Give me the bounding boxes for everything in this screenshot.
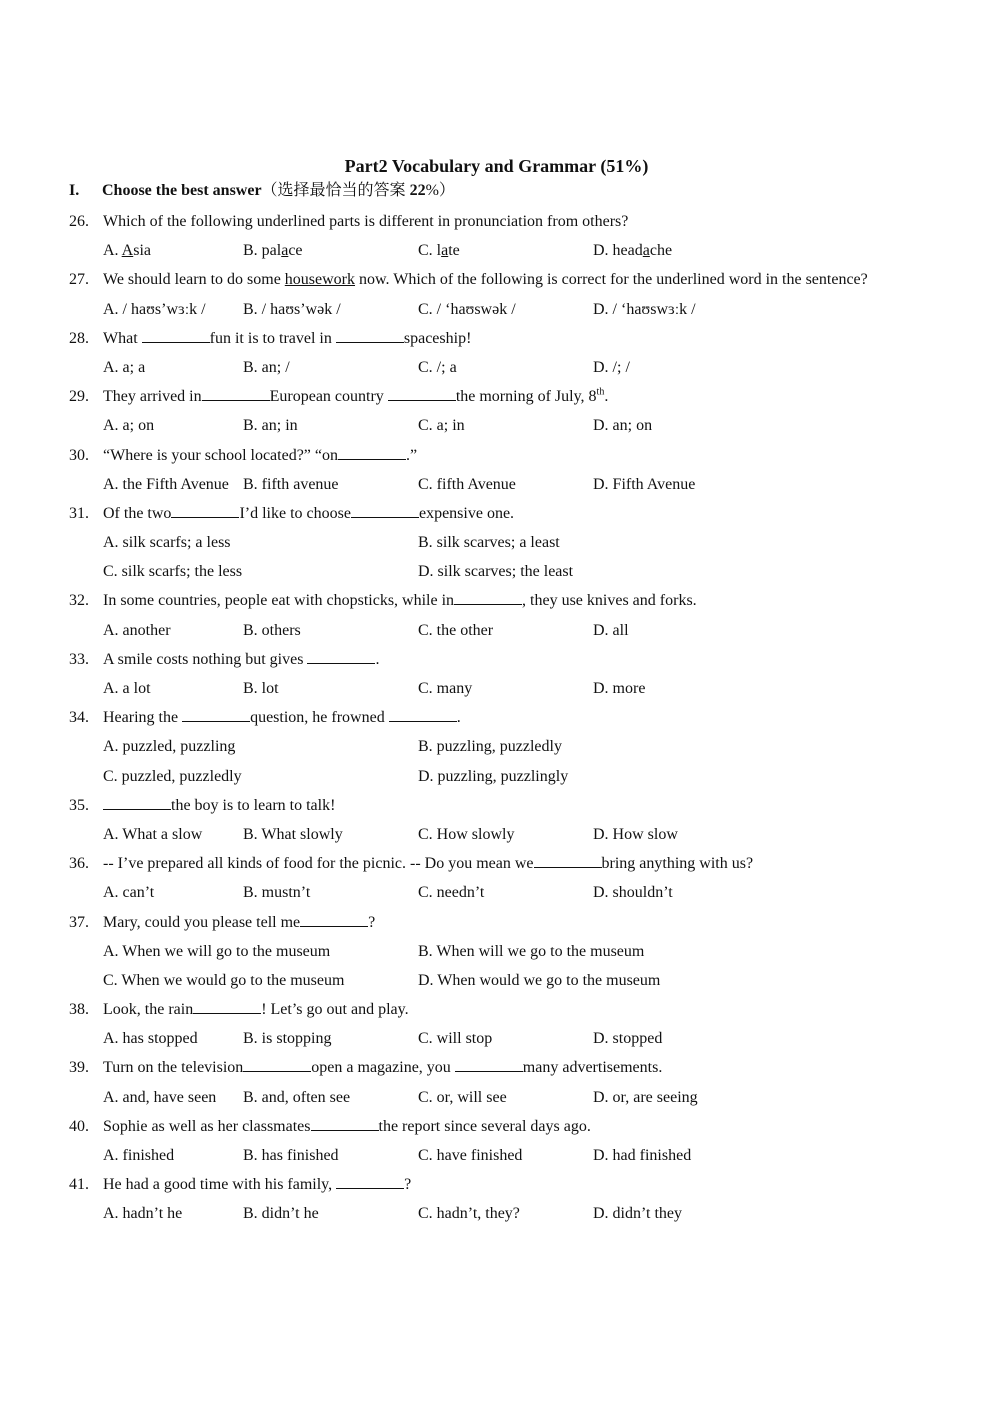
question-number: 41. [69, 1176, 89, 1194]
option-c[interactable]: C. /; a [418, 358, 457, 376]
option-a[interactable]: A. finished [103, 1147, 175, 1164]
question-text [103, 586, 697, 615]
option-b[interactable]: B. lot [243, 680, 279, 697]
question-number: 31. [69, 504, 89, 522]
question-40-stem [69, 1112, 969, 1141]
option-d[interactable]: D. /; / [593, 358, 630, 376]
option-c[interactable]: C. will stop [418, 1030, 493, 1048]
section-score-note [262, 182, 455, 199]
option-d[interactable]: D. Fifth Avenue [593, 475, 696, 493]
answer-blank[interactable] [338, 445, 406, 460]
answer-blank[interactable] [307, 649, 375, 664]
question-41-stem [69, 1170, 969, 1199]
section-instruction: Choose the best answer [102, 182, 262, 199]
question-text [103, 703, 461, 732]
ordinal-suffix: th [596, 386, 605, 398]
option-d[interactable]: D. had finished [593, 1147, 692, 1164]
option-d[interactable] [593, 236, 672, 265]
option-a[interactable]: A. hadn’t he [103, 1205, 183, 1223]
option-c[interactable]: C. have finished [418, 1147, 523, 1164]
question-40-options [69, 1141, 969, 1170]
stem-part: A smile costs nothing but gives [103, 650, 308, 668]
option-c[interactable]: C. a; in [418, 417, 465, 435]
option-c[interactable]: C. needn’t [418, 884, 485, 902]
score-value: 22 [409, 182, 426, 199]
question-37-options-2 [69, 966, 969, 995]
option-c[interactable]: C. many [418, 680, 473, 697]
stem-part: fun it is to travel in [209, 329, 336, 347]
question-37-stem [69, 908, 969, 937]
stem-part: . [604, 388, 609, 406]
answer-blank[interactable] [311, 1116, 379, 1131]
score-note-prefix: （选择最恰当的答案 [261, 182, 410, 199]
question-text [103, 265, 868, 294]
option-b[interactable]: B. mustn’t [243, 884, 311, 902]
stem-part: open a magazine, you [311, 1059, 455, 1077]
option-b[interactable]: B. has finished [243, 1147, 339, 1164]
option-a[interactable]: A. and, have seen [103, 1088, 217, 1106]
page-title: Part2 Vocabulary and Grammar (51%) [344, 156, 649, 176]
stem-part: Mary, could you please tell me [103, 913, 301, 931]
option-b[interactable]: B. an; / [243, 358, 290, 376]
stem-part: question, he frowned [250, 709, 389, 727]
question-number: 36. [69, 855, 89, 873]
answer-blank[interactable] [103, 795, 171, 810]
option-b[interactable]: B. When will we go to the museum [418, 942, 645, 960]
answer-blank[interactable] [389, 707, 457, 722]
option-c[interactable]: C. / ‘haʊswək / [418, 300, 516, 318]
option-d[interactable]: D. all [593, 621, 629, 639]
question-number: 26. [69, 213, 89, 230]
option-c[interactable]: C. How slowly [418, 825, 515, 843]
question-35-options [69, 820, 969, 849]
option-a[interactable]: A. puzzled, puzzling [103, 738, 236, 756]
question-30-stem [69, 441, 969, 470]
question-30-options [69, 470, 969, 499]
question-38-stem [69, 995, 969, 1024]
stem-part: bring anything with us? [601, 855, 754, 873]
stem-part: ? [404, 1176, 412, 1194]
stem-part: They arrived in [103, 388, 202, 406]
option-c[interactable] [418, 236, 460, 265]
stem-part: “Where is your school located?” “on [103, 446, 339, 464]
question-number: 40. [69, 1117, 89, 1135]
question-text [103, 849, 753, 878]
option-text: A. [103, 242, 122, 260]
question-41-options [69, 1199, 969, 1228]
option-b[interactable]: B. fifth avenue [243, 475, 339, 493]
option-a[interactable]: A. a lot [103, 680, 151, 697]
answer-blank[interactable] [142, 328, 210, 343]
question-text [103, 645, 379, 674]
option-c[interactable]: C. fifth Avenue [418, 475, 516, 493]
question-number: 35. [69, 796, 89, 814]
option-d[interactable]: D. shouldn’t [593, 884, 673, 902]
question-text [103, 1112, 591, 1141]
option-a[interactable]: A. the Fifth Avenue [103, 475, 229, 493]
question-text [103, 382, 608, 411]
question-28-options [69, 353, 969, 382]
option-d[interactable]: D. stopped [593, 1030, 663, 1048]
option-d[interactable]: D. silk scarves; the least [418, 563, 574, 581]
question-33-options [69, 674, 969, 703]
stem-part: In some countries, people eat with chopsticks, while in [103, 592, 455, 610]
answer-blank[interactable] [454, 590, 522, 605]
stem-part: European country [269, 388, 388, 406]
option-d[interactable]: D. / ‘haʊswɜːk / [593, 300, 696, 318]
answer-blank[interactable] [336, 1174, 404, 1189]
question-26-options [69, 236, 969, 265]
question-number: 32. [69, 592, 89, 610]
stem-part: .” [406, 446, 418, 464]
option-a[interactable]: A. has stopped [103, 1030, 198, 1048]
answer-blank[interactable] [534, 853, 602, 868]
stem-part: Sophie as well as her classmates [103, 1117, 311, 1135]
option-d[interactable]: D. puzzling, puzzlingly [418, 767, 569, 785]
option-text: ce [288, 242, 303, 260]
stem-part: He had a good time with his family, [103, 1176, 337, 1194]
question-31-options-1 [69, 528, 969, 557]
option-a[interactable]: A. can’t [103, 884, 155, 902]
option-a[interactable]: A. When we will go to the museum [103, 942, 331, 960]
option-c[interactable]: C. the other [418, 621, 494, 639]
option-b[interactable]: B. others [243, 621, 301, 639]
option-b[interactable]: B. What slowly [243, 825, 343, 843]
question-number: 38. [69, 1001, 89, 1019]
stem-part: ! Let’s go out and play. [261, 1001, 409, 1019]
question-32-options [69, 616, 969, 645]
option-d[interactable]: D. When would we go to the museum [418, 971, 661, 989]
stem-part: What [103, 329, 142, 347]
question-number: 33. [69, 650, 89, 668]
underlined-letter: a [642, 242, 650, 260]
stem-part: ? [368, 913, 376, 931]
stem-part: the boy is to learn to talk! [171, 796, 336, 814]
question-34-stem [69, 703, 969, 732]
option-c[interactable]: C. or, will see [418, 1088, 507, 1106]
stem-part: I’d like to choose [239, 504, 351, 522]
question-text [103, 324, 471, 353]
option-c[interactable]: C. puzzled, puzzledly [103, 767, 242, 785]
option-text: che [649, 242, 673, 260]
question-text [103, 441, 417, 470]
question-38-options [69, 1024, 969, 1053]
answer-blank[interactable] [351, 503, 419, 518]
option-d[interactable]: D. didn’t they [593, 1205, 683, 1223]
option-b[interactable]: B. an; in [243, 417, 298, 435]
option-b[interactable]: B. silk scarves; a least [418, 534, 560, 552]
stem-part: Of the two [103, 504, 172, 522]
option-text: D. head [593, 242, 643, 260]
option-text: C. l [418, 242, 442, 260]
question-text [103, 791, 335, 820]
question-31-stem [69, 499, 969, 528]
stem-part: the report since several days ago. [378, 1117, 591, 1135]
question-text [103, 499, 514, 528]
stem-part: spaceship! [403, 329, 472, 347]
option-d[interactable]: D. or, are seeing [593, 1088, 698, 1106]
option-text: B. pal [243, 242, 282, 260]
question-39-options [69, 1083, 969, 1112]
question-text [103, 908, 375, 937]
stem-part: , they use knives and forks. [522, 592, 697, 610]
option-a[interactable]: A. What a slow [103, 825, 203, 843]
option-a[interactable]: A. / haʊs’wɜːk / [103, 300, 206, 318]
option-b[interactable]: B. puzzling, puzzledly [418, 738, 562, 756]
question-37-options-1 [69, 937, 969, 966]
answer-blank[interactable] [182, 707, 250, 722]
underlined-letter: A [121, 242, 134, 260]
question-text [103, 995, 409, 1024]
question-26-stem [69, 207, 969, 236]
option-text: te [448, 242, 460, 260]
question-list [69, 207, 969, 1229]
section-number: I. [69, 182, 80, 199]
answer-blank[interactable] [171, 503, 239, 518]
question-39-stem [69, 1053, 969, 1082]
option-c[interactable]: C. When we would go to the museum [103, 971, 345, 989]
underlined-letter: a [441, 242, 449, 260]
option-d[interactable]: D. How slow [593, 825, 678, 843]
option-a[interactable]: A. another [103, 621, 171, 639]
answer-blank[interactable] [336, 328, 404, 343]
question-28-stem [69, 324, 969, 353]
stem-part: . [456, 709, 461, 727]
option-a[interactable]: A. a; on [103, 417, 155, 435]
question-34-options-1 [69, 732, 969, 761]
score-note-suffix: %） [425, 182, 455, 199]
stem-part: Look, the rain [103, 1001, 194, 1019]
question-27-options [69, 295, 969, 324]
option-b[interactable]: B. / haʊs’wək / [243, 300, 341, 318]
question-text: Which of the following underlined parts is different in pronunciation from others? [103, 213, 629, 230]
question-29-options [69, 411, 969, 440]
question-number: 30. [69, 446, 89, 464]
question-text [103, 1170, 411, 1199]
question-32-stem [69, 586, 969, 615]
question-36-options [69, 878, 969, 907]
option-a[interactable] [103, 236, 151, 265]
question-number: 28. [69, 329, 89, 347]
question-34-options-2 [69, 762, 969, 791]
question-number: 29. [69, 388, 89, 406]
underlined-word: housework [284, 271, 356, 289]
stem-part: Turn on the television [103, 1059, 244, 1077]
option-d[interactable]: D. an; on [593, 417, 653, 435]
question-number: 27. [69, 271, 89, 289]
section-heading [69, 180, 455, 202]
answer-blank[interactable] [455, 1057, 523, 1072]
stem-part: now. Which of the following is correct for the underlined word in the sentence? [355, 271, 868, 289]
option-a[interactable]: A. silk scarfs; a less [103, 534, 231, 552]
stem-part: the morning of July, 8 [455, 388, 597, 406]
stem-part: many advertisements. [522, 1059, 663, 1077]
option-text: sia [133, 242, 152, 260]
question-33-stem [69, 645, 969, 674]
underlined-letter: a [281, 242, 289, 260]
answer-blank[interactable] [388, 386, 456, 401]
option-b[interactable]: B. didn’t he [243, 1205, 319, 1223]
question-31-options-2 [69, 557, 969, 586]
question-35-stem [69, 791, 969, 820]
question-number: 37. [69, 913, 89, 931]
answer-blank[interactable] [193, 999, 261, 1014]
question-number: 34. [69, 709, 89, 727]
option-c[interactable]: C. hadn’t, they? [418, 1205, 520, 1223]
answer-blank[interactable] [202, 386, 270, 401]
option-d[interactable]: D. more [593, 680, 646, 697]
option-b[interactable]: B. and, often see [243, 1088, 351, 1106]
option-a[interactable]: A. a; a [103, 358, 146, 376]
question-text [103, 1053, 662, 1082]
option-c[interactable]: C. silk scarfs; the less [103, 563, 243, 581]
option-b[interactable] [243, 236, 303, 265]
question-29-stem [69, 382, 969, 411]
stem-part: -- I’ve prepared all kinds of food for the picnic. -- Do you mean we [103, 855, 534, 873]
option-b[interactable]: B. is stopping [243, 1030, 332, 1048]
stem-part: . [375, 650, 380, 668]
answer-blank[interactable] [300, 912, 368, 927]
question-27-stem [69, 265, 969, 294]
question-number: 39. [69, 1059, 89, 1077]
stem-part: We should learn to do some [103, 271, 285, 289]
answer-blank[interactable] [243, 1057, 311, 1072]
stem-part: expensive one. [418, 504, 515, 522]
question-36-stem [69, 849, 969, 878]
stem-part: Hearing the [103, 709, 183, 727]
